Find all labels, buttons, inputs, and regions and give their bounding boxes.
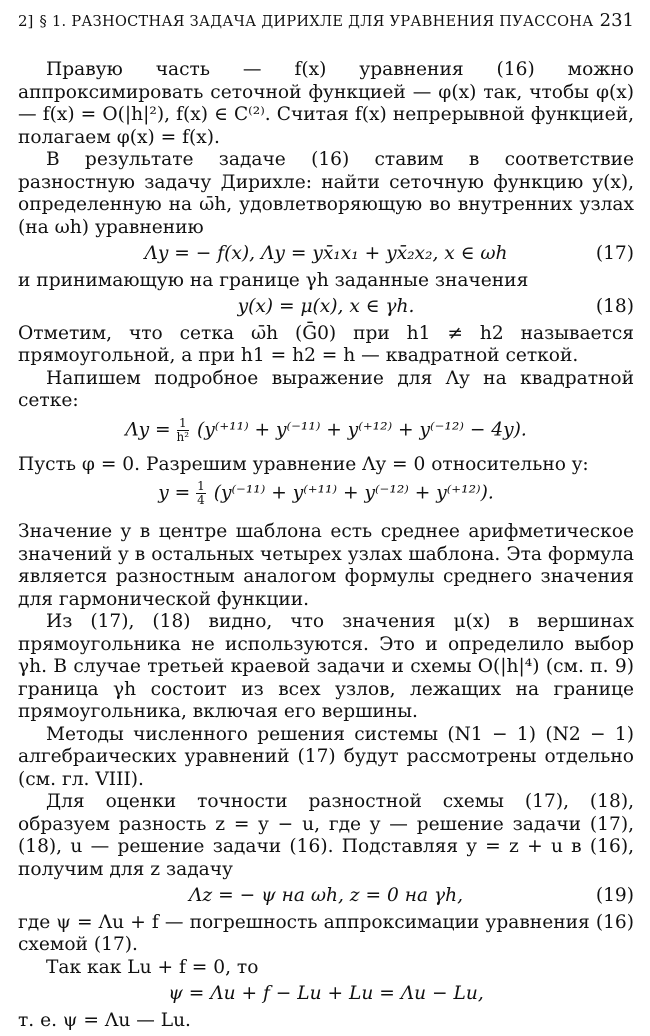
equation-rhs: (y⁽⁻¹¹⁾ + y⁽⁺¹¹⁾ + y⁽⁻¹²⁾ + y⁽⁺¹²⁾).	[213, 482, 494, 504]
paragraph-13: т. е. ψ = Λu — Lu.	[18, 1009, 191, 1031]
equation-19-number: (19)	[595, 885, 634, 906]
equation-psi	[18, 983, 634, 1006]
book-page	[18, 10, 634, 1032]
equation-19	[18, 885, 634, 908]
paragraph-7: Значение y в центре шаблона есть среднее арифметическое значений y в остальных четырех узлах шаблона. Эта формула является разностным аналогом формулы среднего значения для гармонической функции.	[18, 521, 634, 610]
equation-17-number: (17)	[595, 243, 634, 264]
paragraph-9: Методы численного решения системы (N1 − 1) (N2 − 1) алгебраических уравнений (17) будут рассмотрены отдельно (см. гл. VIII).	[18, 723, 634, 790]
equation-18-number: (18)	[595, 296, 634, 317]
equation-rhs: (y⁽⁺¹¹⁾ + y⁽⁻¹¹⁾ + y⁽⁺¹²⁾ + y⁽⁻¹²⁾ − 4y).	[197, 419, 527, 440]
fraction-numerator: 1	[197, 479, 205, 493]
paragraph-10: Для оценки точности разностной схемы (17), (18), образуем разность z = y − u, где y — решение задачи (17), (18), u — решение задачи (16). Подставляя y = z + u в (16), получим для z задачу	[18, 791, 634, 880]
fraction	[196, 480, 206, 507]
paragraph-12: Так как Lu + f = 0, то	[46, 956, 259, 978]
paragraph-2: В результате задаче (16) ставим в соответствие разностную задачу Дирихле: найти сеточную функцию y(x), определенную на ω̄h, удовлетворяющую во внутренних узлах (на ωh) уравнению	[18, 149, 634, 238]
equation-19-body: Λz = − ψ на ωh, z = 0 на γh,	[189, 885, 463, 906]
paragraph-8: Из (17), (18) видно, что значения μ(x) в вершинах прямоугольника не используются. Это и определило выбор γh. В случае третьей краевой задачи и схемы O(|h|⁴) (см. п. 9) граница γh состоит из всех узлов, лежащих на границе прямоугольника, включая его вершины.	[18, 611, 634, 722]
equation-lhs: y =	[158, 482, 191, 504]
equation-18	[18, 296, 634, 319]
fraction	[177, 417, 190, 444]
paragraph-1: Правую часть — f(x) уравнения (16) можно аппроксимировать сеточной функцией — φ(x) так, чтобы φ(x) — f(x) = O(|h|²), f(x) ∈ C⁽²⁾. Считая f(x) непрерывной функцией, полагаем φ(x) = f(x).	[18, 59, 634, 148]
fraction-denominator: h²	[176, 429, 190, 444]
equation-lhs: Λy =	[125, 419, 171, 440]
equation-17	[18, 243, 634, 266]
fraction-numerator: 1	[177, 417, 190, 431]
equation-psi-body: ψ = Λu + f − Lu + Lu = Λu − Lu,	[168, 983, 484, 1004]
fraction-denominator: 4	[197, 493, 205, 507]
paragraph-6: Пусть φ = 0. Разрешим уравнение Λy = 0 относительно y:	[18, 453, 589, 475]
equation-mean-value	[18, 480, 634, 507]
paragraph-4: Отметим, что сетка ω̄h (Ḡ0) при h1 ≠ h2 называется прямоугольной, а при h1 = h2 = h — квадратной сеткой.	[18, 322, 634, 366]
section-title: § 1. РАЗНОСТНАЯ ЗАДАЧА ДИРИХЛЕ ДЛЯ УРАВНЕНИЯ ПУАССОНА	[39, 14, 594, 30]
paragraph-5: Напишем подробное выражение для Λy на квадратной сетке:	[18, 367, 634, 411]
equation-17-body: Λy = − f(x), Λy = yx̄₁x₁ + yx̄₂x₂, x ∈ ωh	[144, 243, 508, 264]
equation-laplace-square	[18, 417, 634, 444]
equation-18-body: y(x) = μ(x), x ∈ γh.	[237, 296, 415, 317]
page-number: 231	[599, 10, 634, 31]
paragraph-11: где ψ = Λu + f — погрешность аппроксимации уравнения (16) схемой (17).	[18, 911, 634, 955]
paragraph-3: и принимающую на границе γh заданные значения	[18, 269, 529, 291]
running-header	[18, 10, 634, 37]
header-left-mark: 2]	[18, 12, 34, 30]
